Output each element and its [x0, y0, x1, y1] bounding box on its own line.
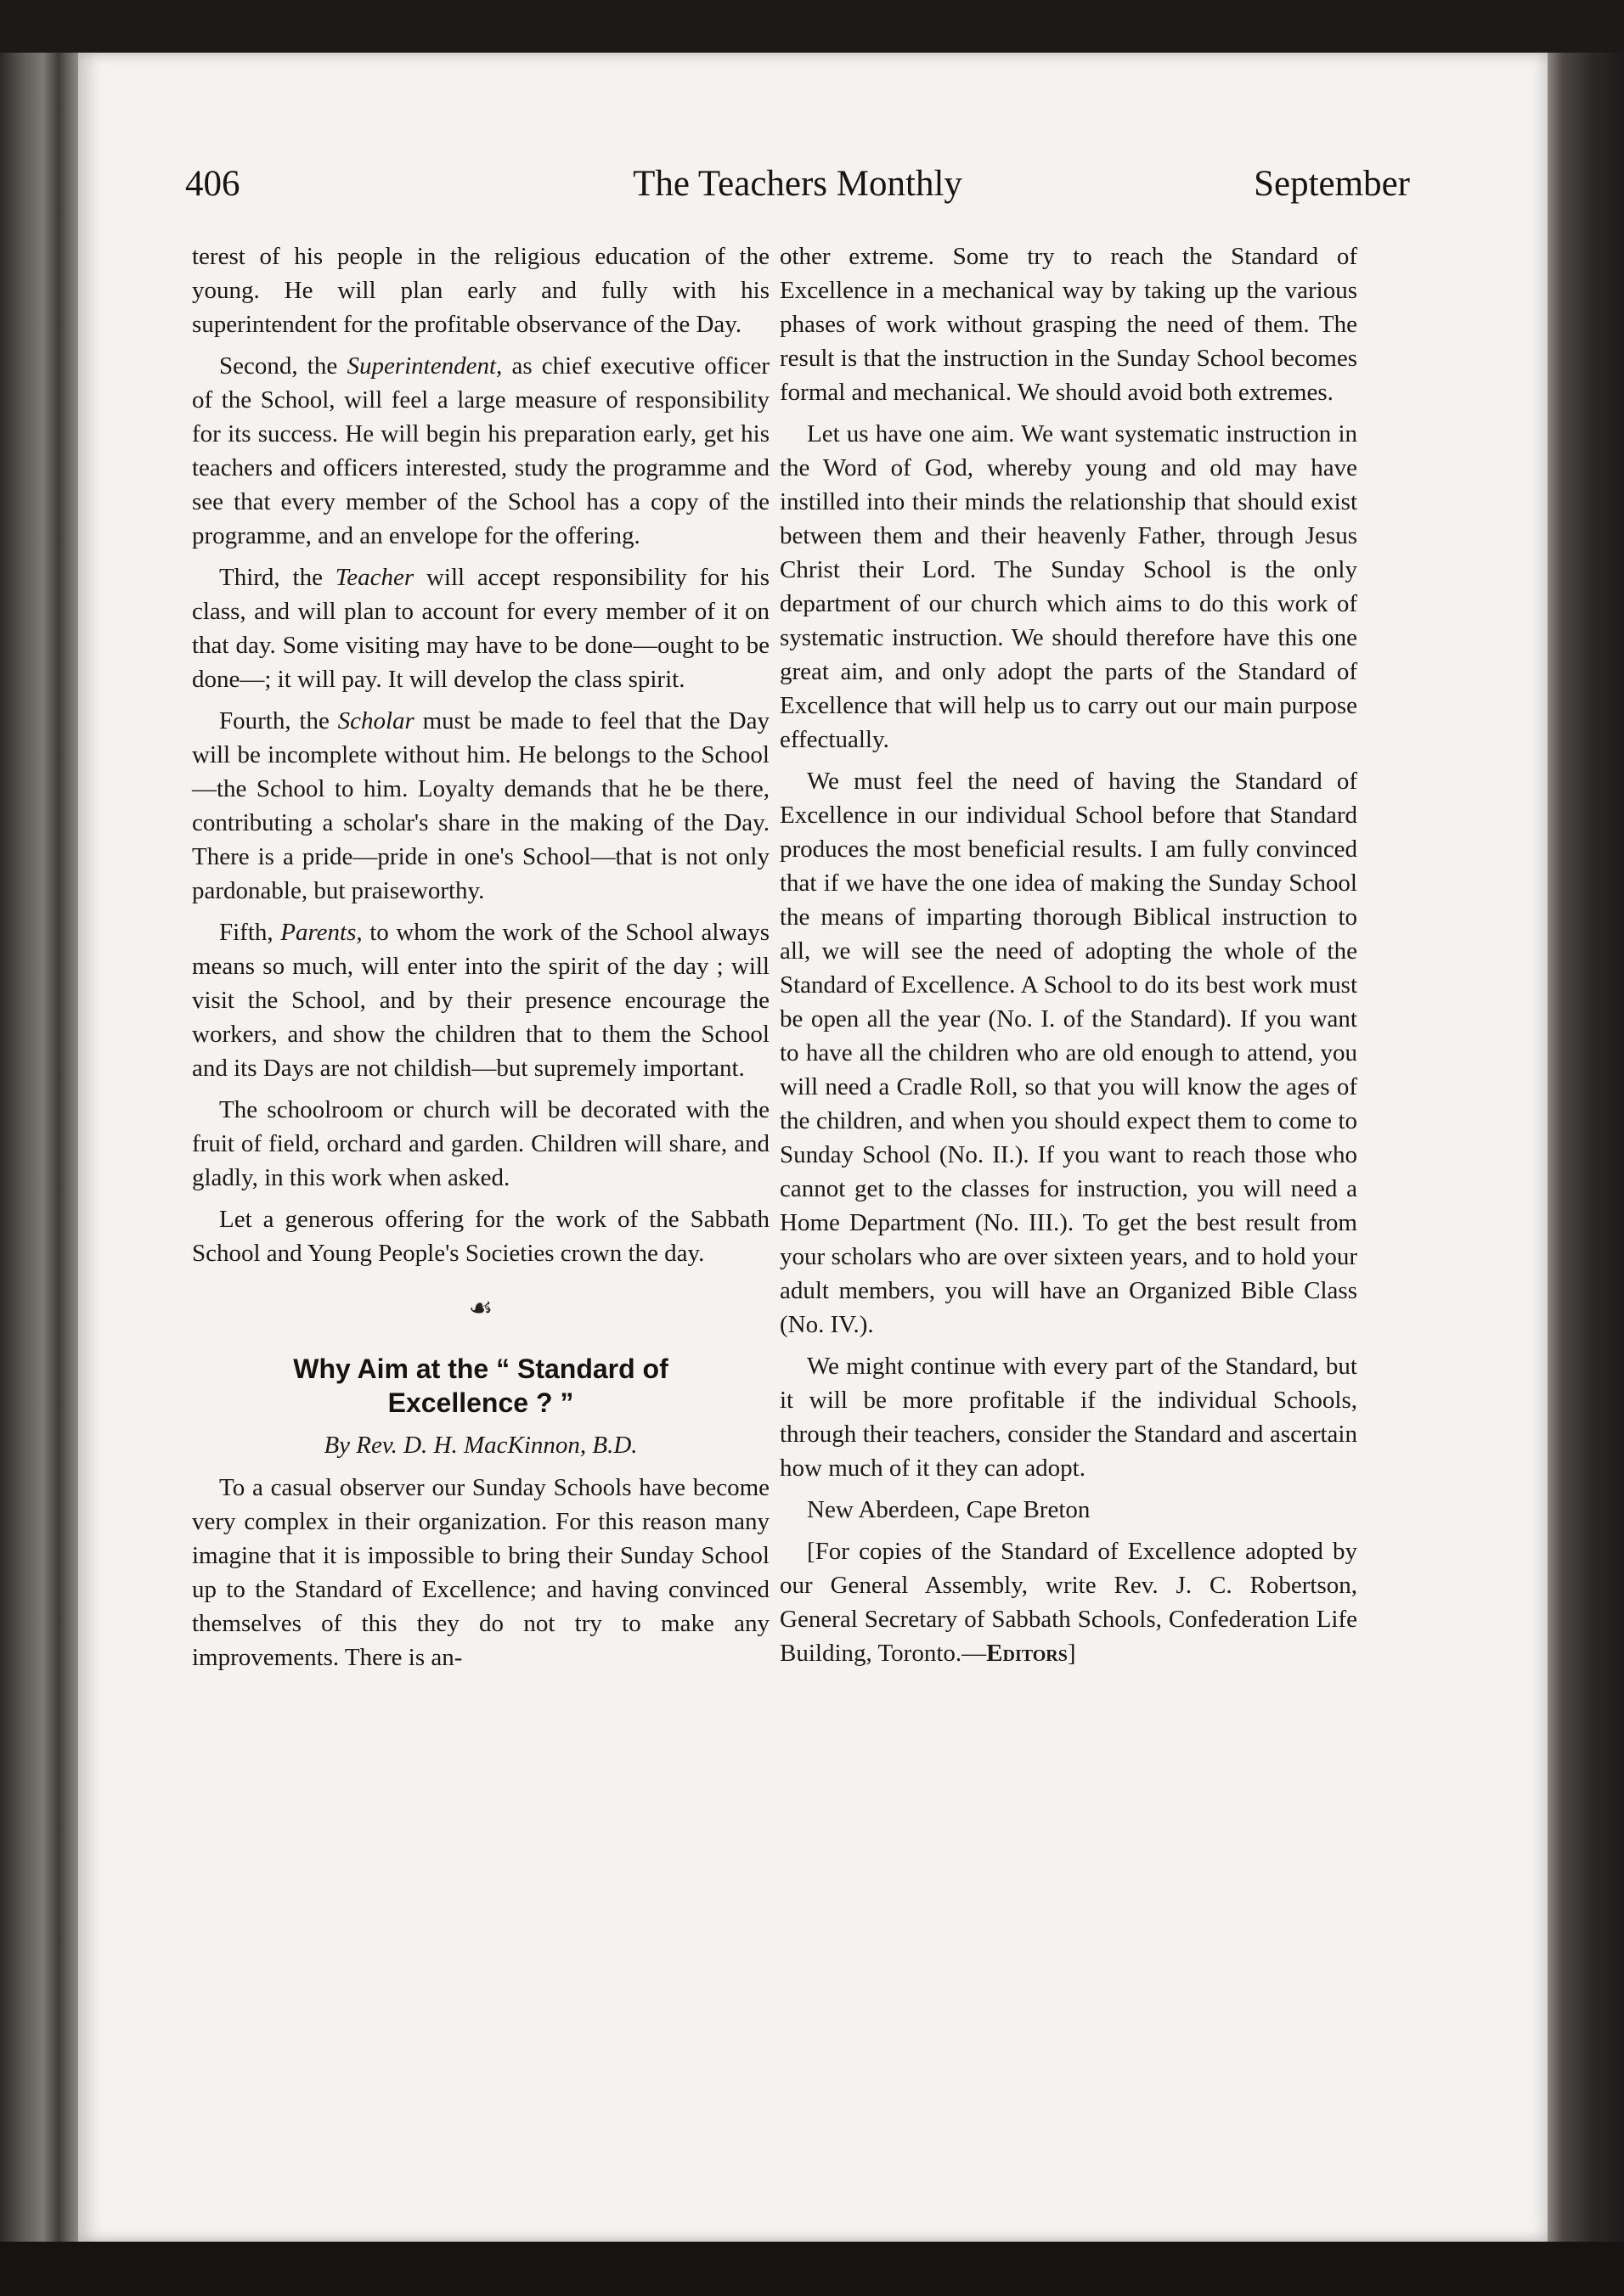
- paragraph: Let a generous offering for the work of the Sabbath School and Young People's Societies crown the day.: [192, 1206, 770, 1267]
- paragraph-teacher: Third, the Teacher will accept responsibility for his class, and will plan to account for every member of it on that day. Some visiting may have to be done—ought to be done—; it will pay. It will develop the class spirit.: [192, 564, 770, 693]
- issue-month: September: [1254, 164, 1410, 204]
- paragraph-superintendent: Second, the Superintendent, as chief executive officer of the School, will feel a large measure of responsibility for its success. He will begin his preparation early, get his teachers and officers interested, study the programme and see that every member of the School has a copy of the programme, and an envelope for the offering.: [192, 352, 770, 549]
- page-number: 406: [185, 164, 240, 204]
- paragraph: The schoolroom or church will be decorated with the fruit of field, orchard and garden. Children will share, and gladly, in this work when asked.: [192, 1096, 770, 1191]
- paragraph: other extreme. Some try to reach the Standard of Excellence in a mechanical way by taking up the various phases of work without grasping the need of them. The result is that the instruction in the Sunday School becomes formal and mechanical. We should avoid both extremes.: [780, 243, 1357, 406]
- book-spine-edge: [0, 53, 78, 2242]
- fleuron-ornament: ☙: [468, 1292, 493, 1323]
- paragraph-parents: Fifth, Parents, to whom the work of the School always means so much, will enter into the spirit of the day ; will visit the School, and by their presence encourage the workers, and show the children that to them the School and its Days are not childish—but supremely important.: [192, 919, 770, 1082]
- scanner-border-bottom: [0, 2242, 1624, 2296]
- journal-title: The Teachers Monthly: [633, 164, 962, 204]
- paragraph: We might continue with every part of the Standard, but it will be more profitable if the individual Schools, through their teachers, consider the Standard and ascertain how much of it they can adopt.: [780, 1353, 1357, 1482]
- paragraph: terest of his people in the religious education of the young. He will plan early and fully with his superintendent for the profitable observance of the Day.: [192, 243, 770, 338]
- editors-note: [For copies of the Standard of Excellence adopted by our General Assembly, write Rev. J. C. Robertson, General Secretary of Sabbath Schools, Confederation Life Building, Toronto.—Editors]: [780, 1538, 1357, 1667]
- paragraph: We must feel the need of having the Standard of Excellence in our individual School before that Standard produces the most beneficial results. I am fully convinced that if we have the one idea of making the Sunday School the means of imparting thorough Biblical instruction to all, we will see the need of adopting the whole of the Standard of Excellence. A School to do its best work must be open all the year (No. I. of the Standard). If you want to have all the children who are old enough to attend, you will need a Cradle Roll, so that you will know the ages of the children, and when you should expect them to come to Sunday School (No. II.). If you want to reach those who cannot get to the classes for instruction, you will need a Home Department (No. III.). To get the best result from your scholars who are over sixteen years, and to hold your adult members, you will have an Organized Bible Class (No. IV.).: [780, 768, 1357, 1338]
- running-header: [185, 163, 1410, 222]
- paragraph-scholar: Fourth, the Scholar must be made to feel that the Day will be incomplete without him. He belongs to the School—the School to him. Loyalty demands that he be there, contributing a scholar's share in the making of the Day. There is a pride—pride in one's School—that is not only pardonable, but praiseworthy.: [192, 707, 770, 904]
- paragraph: To a casual observer our Sunday Schools have become very complex in their organization. For this reason many imagine that it is impossible to bring their Sunday School up to the Standard of Excellence; and having convinced themselves of this they do not try to make any improvements. There is an-: [192, 1474, 770, 1671]
- scanner-border-top: [0, 0, 1624, 53]
- article-title: Why Aim at the “ Standard of Excellence ? ”: [293, 1353, 668, 1418]
- author-location: New Aberdeen, Cape Breton: [807, 1496, 1091, 1523]
- article-byline: By Rev. D. H. MacKinnon, B.D.: [324, 1432, 638, 1459]
- right-column: [780, 239, 1357, 1678]
- scanner-border-right: [1548, 53, 1624, 2242]
- paragraph: Let us have one aim. We want systematic instruction in the Word of God, whereby young and old may have instilled into their minds the relationship that should exist between them and their heavenly Father, through Jesus Christ their Lord. The Sunday School is the only department of our church which aims to do this work of systematic instruction. We should therefore have this one great aim, and only adopt the parts of the Standard of Excellence that will help us to carry out our main purpose effectually.: [780, 420, 1357, 753]
- left-column: [192, 239, 770, 1682]
